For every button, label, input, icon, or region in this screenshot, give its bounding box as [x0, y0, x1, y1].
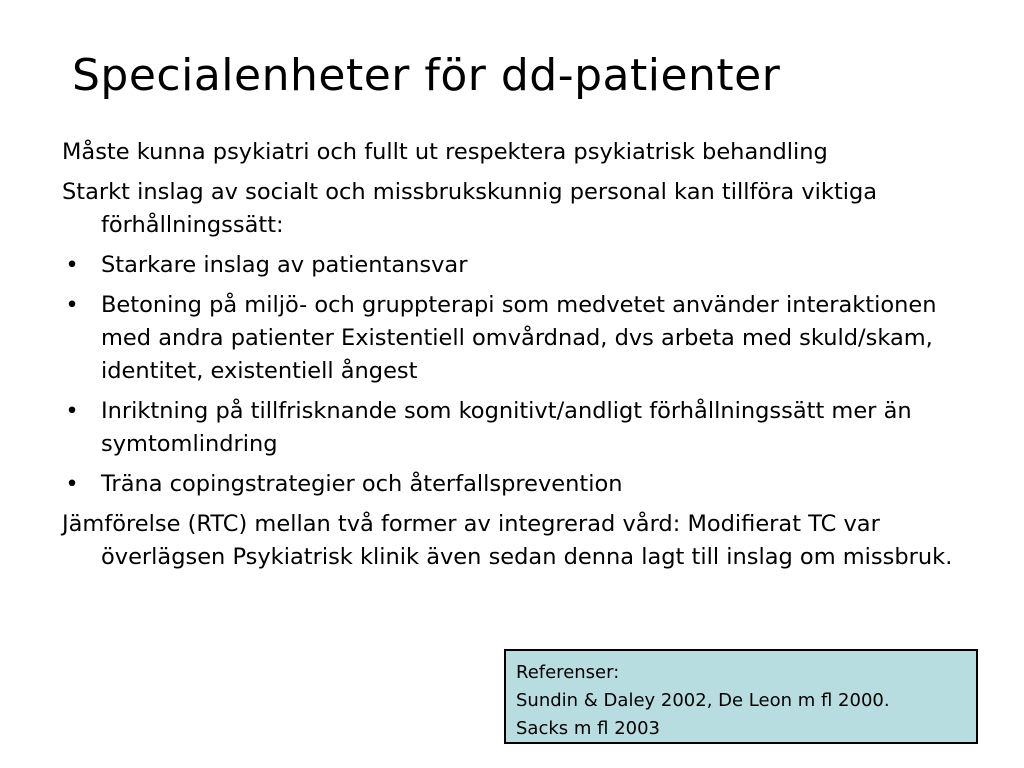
slide-body [62, 136, 982, 581]
bullet-text: Betoning på miljö- och gruppterapi som medvetet använder interaktionen med andra patienter Existentiell omvårdnad, dvs arbeta med skuld/skam, identitet, existentiell ångest [101, 292, 937, 384]
slide-title: Specialenheter för dd-patienter [72, 50, 781, 101]
bullet-text: Träna copingstrategier och återfallsprevention [101, 471, 623, 497]
bullet-item [62, 468, 982, 501]
bullet-text: Starkare inslag av patientansvar [101, 252, 468, 278]
bullet-dot-icon: • [65, 471, 79, 497]
bullet-item [62, 395, 982, 461]
bullet-dot-icon: • [65, 292, 79, 318]
reference-line: Sundin & Daley 2002, De Leon m fl 2000. [516, 690, 890, 711]
reference-line: Sacks m fl 2003 [516, 718, 660, 739]
bullet-dot-icon: • [65, 252, 79, 278]
paragraph-rtc-comparison: Jämförelse (RTC) mellan två former av integrerad vård: Modifierat TC var överlägsen Psykiatrisk klinik även sedan denna lagt till inslag om missbruk. [62, 511, 953, 570]
bullet-text: Inriktning på tillfrisknande som kognitivt/andligt förhållningssätt mer än symtomlindring [101, 398, 912, 457]
bullet-dot-icon: • [65, 398, 79, 424]
paragraph-social-staff: Starkt inslag av socialt och missbrukskunnig personal kan tillföra viktiga förhållningssätt: [62, 179, 878, 238]
bullet-item [62, 249, 982, 282]
references-heading: Referenser: [516, 662, 620, 683]
references-box [504, 649, 978, 744]
bullet-item [62, 289, 982, 388]
paragraph-psychiatry-competence: Måste kunna psykiatri och fullt ut respektera psykiatrisk behandling [62, 139, 828, 165]
